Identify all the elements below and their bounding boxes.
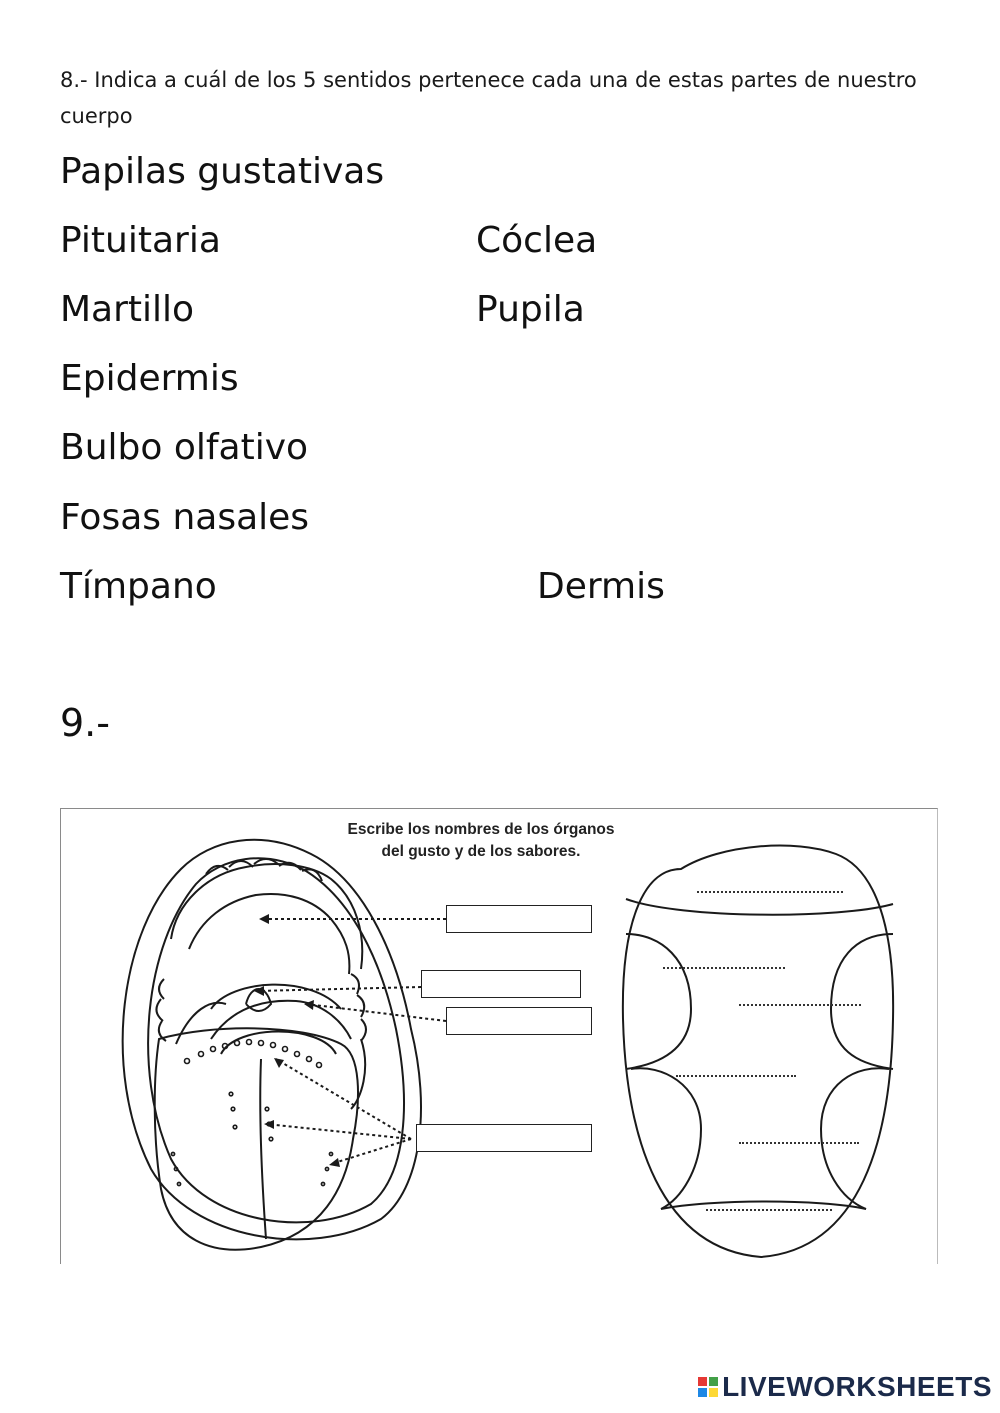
term-dermis: Dermis xyxy=(537,566,665,607)
term-pupila: Pupila xyxy=(476,289,585,330)
term-papilas-gustativas: Papilas gustativas xyxy=(60,151,385,192)
answer-box-palate[interactable] xyxy=(446,905,592,933)
mouth-and-tongue-drawing xyxy=(61,809,939,1265)
liveworksheets-logo-icon xyxy=(698,1377,718,1397)
answer-line-tip[interactable] xyxy=(697,891,843,893)
term-epidermis: Epidermis xyxy=(60,358,239,399)
exercise-9-number: 9.- xyxy=(60,701,110,745)
answer-line-left-front[interactable] xyxy=(663,967,785,969)
term-coclea: Cóclea xyxy=(476,220,598,261)
figure-title-line-1: Escribe los nombres de los órganos xyxy=(347,821,615,838)
term-martillo: Martillo xyxy=(60,289,195,330)
term-bulbo-olfativo: Bulbo olfativo xyxy=(60,427,309,468)
answer-box-papillae[interactable] xyxy=(416,1124,592,1152)
figure-title xyxy=(311,819,651,863)
answer-line-center[interactable] xyxy=(676,1075,796,1077)
figure-title-line-2: del gusto y de los sabores. xyxy=(381,843,581,860)
answer-line-back[interactable] xyxy=(706,1209,832,1211)
lips-outline xyxy=(123,840,421,1240)
term-timpano: Tímpano xyxy=(60,566,217,607)
answer-line-right-back[interactable] xyxy=(739,1142,859,1144)
term-fosas-nasales: Fosas nasales xyxy=(60,497,310,538)
liveworksheets-logo xyxy=(698,1373,992,1401)
answer-line-right-front[interactable] xyxy=(739,1004,861,1006)
liveworksheets-logo-text: LIVEWORKSHEETS xyxy=(722,1371,992,1402)
taste-organs-figure xyxy=(60,808,938,1264)
exercise-8-instruction: 8.- Indica a cuál de los 5 sentidos pertenece cada una de estas partes de nuestro cuerpo xyxy=(60,68,917,128)
term-pituitaria: Pituitaria xyxy=(60,220,221,261)
answer-box-throat[interactable] xyxy=(446,1007,592,1035)
answer-box-uvula[interactable] xyxy=(421,970,581,998)
